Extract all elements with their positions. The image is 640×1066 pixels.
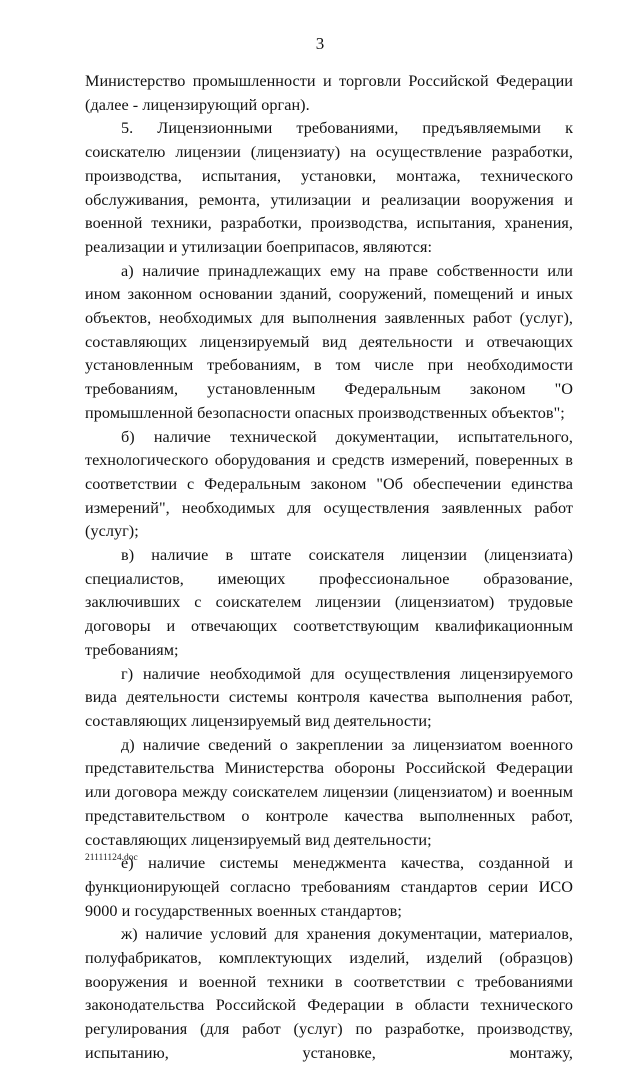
paragraph-item-a: а) наличие принадлежащих ему на праве собственности или ином законном основании зданий, сооружений, помещений и иных объектов, необходимых для выполнения заявленных работ (услуг), составляющих лицензируемый вид деятельности и отвечающих установленным требованиям, в том числе при необходимости требованиям, установленным Федеральным законом "О промышленной безопасности опасных производственных объектов"; [85, 261, 573, 422]
paragraph-item-v: в) наличие в штате соискателя лицензии (лицензиата) специалистов, имеющих профессиональное образование, заключивших с соискателем лицензии (лицензиатом) трудовые договоры и отвечающих соответствующим квалификационным требованиям; [85, 546, 573, 659]
paragraph-item-e: е) наличие системы менеджмента качества, созданной и функционирующей согласно требованиям стандартов серии ИСО 9000 и государственных военных стандартов; [85, 854, 573, 920]
document-body [85, 70, 573, 1066]
paragraph-requirements-intro: 5. Лицензионными требованиями, предъявляемыми к соискателю лицензии (лицензиату) на осуществление разработки, производства, испытания, установки, монтажа, технического обслуживания, ремонта, утилизации и реализации вооружения и военной техники, разработки, производства, испытания, хранения, реализации и утилизации боеприпасов, являются: [85, 119, 573, 256]
paragraph-item-g: г) наличие необходимой для осуществления лицензируемого вида деятельности системы контроля качества выполнения работ, составляющих лицензируемый вид деятельности; [85, 664, 573, 730]
paragraph-item-zh: ж) наличие условий для хранения документации, материалов, полуфабрикатов, комплектующих изделий, изделий (образцов) вооружения и военной техники в соответствии с требованиями законодательства Российской Федерации в области технического регулирования (для работ (услуг) по разработке, производству, испытанию, установке, монтажу, [85, 925, 573, 1062]
paragraph-item-b: б) наличие технической документации, испытательного, технологического оборудования и средств измерений, поверенных в соответствии с Федеральным законом "Об обеспечении единства измерений", необходимых для осуществления заявленных работ (услуг); [85, 427, 573, 541]
paragraph-licensing-authority: Министерство промышленности и торговли Российской Федерации (далее - лицензирующий орган). [85, 72, 573, 114]
page-number: 3 [315, 34, 325, 53]
document-file-code: 21111124.doc [85, 853, 138, 863]
paragraph-item-d: д) наличие сведений о закреплении за лицензиатом военного представительства Министерства обороны Российской Федерации или договора между соискателем лицензии (лицензиатом) и военным представительством о контроле качества выполненных работ, составляющих лицензируемый вид деятельности; [85, 735, 573, 849]
